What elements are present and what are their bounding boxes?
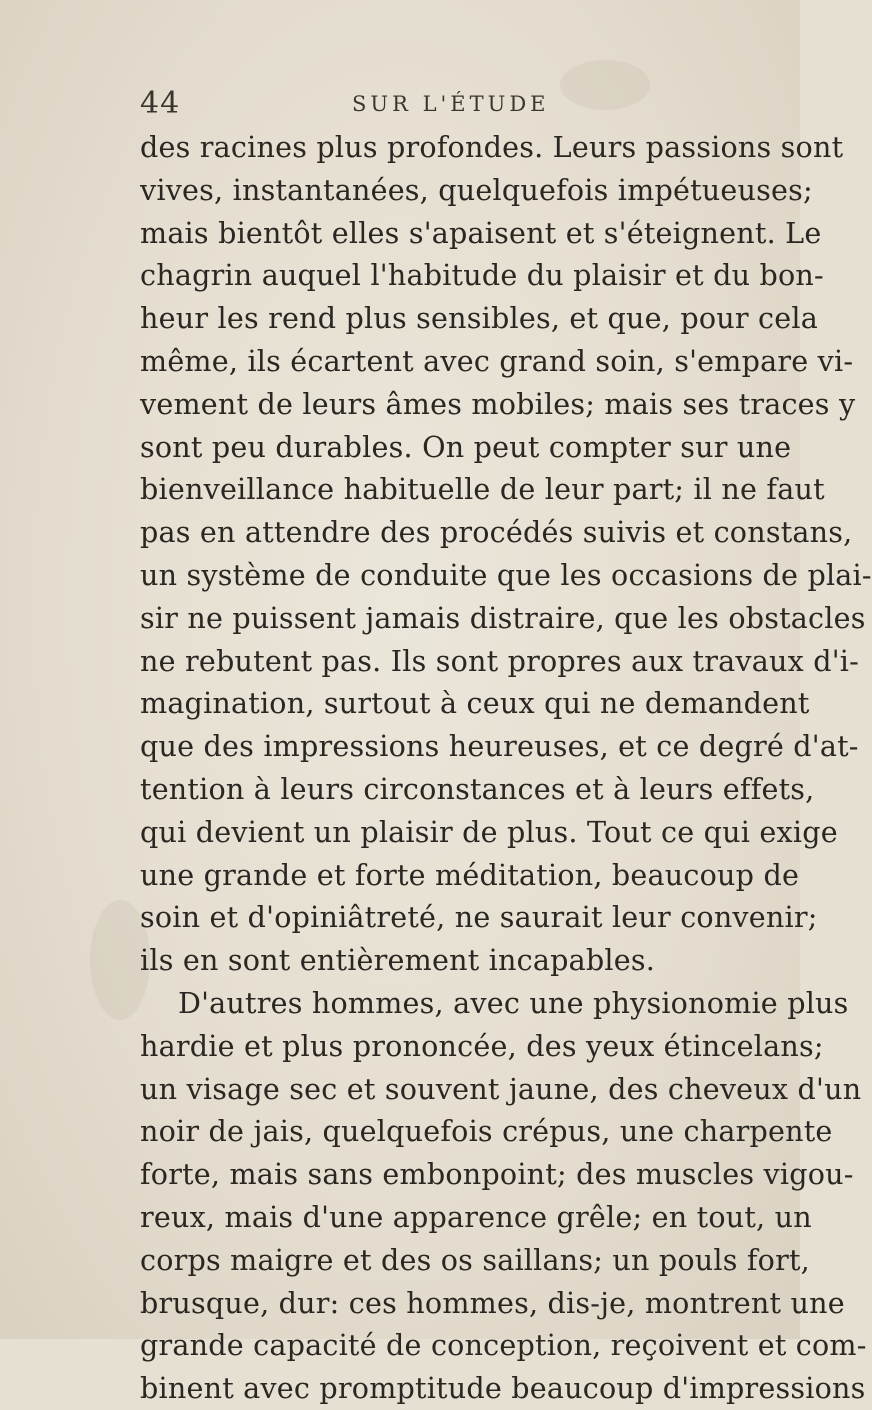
text-line: que des impressions heureuses, et ce degré d'at-: [140, 729, 859, 764]
text-line: un visage sec et souvent jaune, des cheveux d'un: [140, 1071, 862, 1106]
text-line: sir ne puissent jamais distraire, que les obstacles: [140, 600, 866, 635]
text-line: sont peu durables. On peut compter sur une: [140, 429, 792, 464]
text-line: grande capacité de conception, reçoivent et com-: [140, 1328, 867, 1363]
page-header: [140, 86, 700, 126]
text-line: reux, mais d'une apparence grêle; en tout, un: [140, 1199, 812, 1234]
text-line: noir de jais, quelquefois crépus, une charpente: [140, 1114, 833, 1149]
text-line: qui devient un plaisir de plus. Tout ce qui exige: [140, 814, 838, 849]
text-line: corps maigre et des os saillans; un pouls fort,: [140, 1242, 810, 1277]
running-head: SUR L'ÉTUDE: [352, 92, 550, 116]
text-line: même, ils écartent avec grand soin, s'empare vi-: [140, 343, 854, 378]
text-line: hardie et plus prononcée, des yeux étincelans;: [140, 1028, 824, 1063]
text-line: soin et d'opiniâtreté, ne saurait leur convenir;: [140, 900, 818, 935]
paragraph-end-line: ils en sont entièrement incapables.: [140, 943, 655, 978]
text-line: binent avec promptitude beaucoup d'impressions: [140, 1371, 866, 1406]
text-line: mais bientôt elles s'apaisent et s'éteignent. Le: [140, 215, 822, 250]
page-number: 44: [140, 86, 181, 121]
text-line: magination, surtout à ceux qui ne demandent: [140, 686, 810, 721]
text-line: vives, instantanées, quelquefois impétueuses;: [140, 172, 813, 207]
text-line: une grande et forte méditation, beaucoup de: [140, 857, 800, 892]
text-line: bienveillance habituelle de leur part; il ne faut: [140, 472, 825, 507]
text-line: un système de conduite que les occasions de plai-: [140, 557, 872, 592]
text-line: pas en attendre des procédés suivis et constans,: [140, 515, 853, 550]
text-line: des racines plus profondes. Leurs passions sont: [140, 130, 844, 164]
text-line: tention à leurs circonstances et à leurs effets,: [140, 771, 815, 806]
text-line: brusque, dur: ces hommes, dis-je, montrent une: [140, 1285, 845, 1320]
text-line: forte, mais sans embonpoint; des muscles vigou-: [140, 1157, 854, 1192]
text-line: vement de leurs âmes mobiles; mais ses traces y: [140, 386, 856, 421]
text-line: chagrin auquel l'habitude du plaisir et du bon-: [140, 258, 824, 293]
body-text: [140, 126, 872, 1410]
text-line: heur les rend plus sensibles, et que, pour cela: [140, 301, 818, 336]
paragraph-start-line: D'autres hommes, avec une physionomie plus: [178, 985, 849, 1020]
text-line: ne rebutent pas. Ils sont propres aux travaux d'i-: [140, 643, 859, 678]
